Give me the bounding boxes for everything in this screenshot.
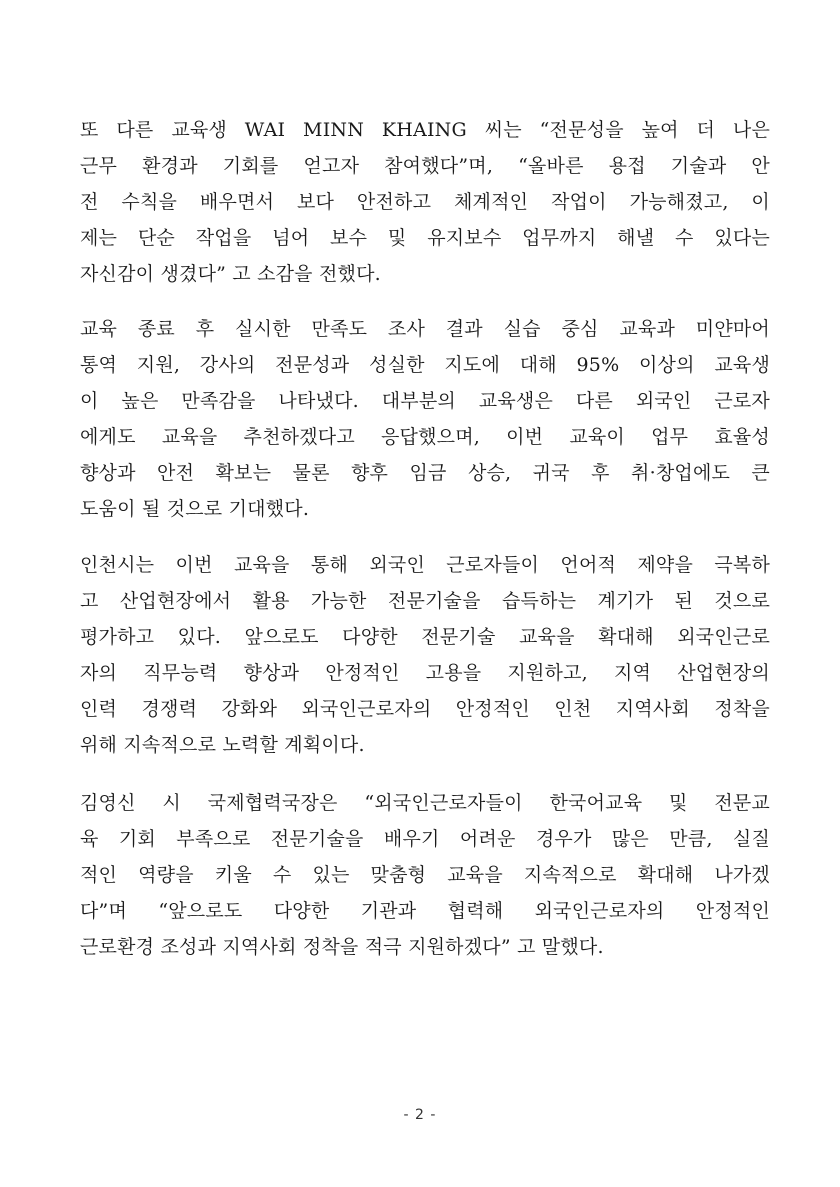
text-line: 근로환경 조성과 지역사회 정착을 적극 지원하겠다” 고 말했다. [80, 936, 604, 958]
text-line: 도움이 될 것으로 기대했다. [80, 498, 310, 520]
paragraph-satisfaction-survey [80, 311, 770, 527]
text-line: 에게도 교육을 추천하겠다고 응답했으며, 이번 교육이 업무 효율성 [80, 426, 770, 448]
text-line: 전 수칙을 배우면서 보다 안전하고 체계적인 작업이 가능해졌고, 이 [80, 191, 770, 213]
page-number: - 2 - [403, 1107, 437, 1123]
text-line: 자신감이 생겼다” 고 소감을 전했다. [80, 263, 381, 285]
text-line: 향상과 안전 확보는 물론 향후 임금 상승, 귀국 후 취·창업에도 큰 [80, 462, 770, 484]
text-line: 적인 역량을 키울 수 있는 맞춤형 교육을 지속적으로 확대해 나가겠 [80, 864, 770, 886]
text-line: 다”며 “앞으로도 다양한 기관과 협력해 외국인근로자의 안정적인 [80, 900, 770, 922]
text-line: 김영신 시 국제협력국장은 “외국인근로자들이 한국어교육 및 전문교 [80, 792, 770, 814]
text-line: 위해 지속적으로 노력할 계획이다. [80, 734, 365, 756]
text-line: 또 다른 교육생 WAI MINN KHAING 씨는 “전문성을 높여 더 나은 [80, 119, 770, 141]
text-line: 근무 환경과 기회를 얻고자 참여했다”며, “올바른 용접 기술과 안 [80, 155, 770, 177]
paragraph-incheon-evaluation [80, 547, 770, 763]
paragraph-director-quote [80, 785, 770, 965]
text-line: 통역 지원, 강사의 전문성과 성실한 지도에 대해 95% 이상의 교육생 [80, 354, 770, 376]
text-line: 평가하고 있다. 앞으로도 다양한 전문기술 교육을 확대해 외국인근로 [80, 626, 770, 648]
text-line: 고 산업현장에서 활용 가능한 전문기술을 습득하는 계기가 된 것으로 [80, 590, 770, 612]
text-line: 이 높은 만족감을 나타냈다. 대부분의 교육생은 다른 외국인 근로자 [80, 390, 770, 412]
text-line: 육 기회 부족으로 전문기술을 배우기 어려운 경우가 많은 만큼, 실질 [80, 828, 770, 850]
text-line: 인력 경쟁력 강화와 외국인근로자의 안정적인 인천 지역사회 정착을 [80, 698, 770, 720]
text-line: 인천시는 이번 교육을 통해 외국인 근로자들이 언어적 제약을 극복하 [80, 554, 770, 576]
text-line: 제는 단순 작업을 넘어 보수 및 유지보수 업무까지 해낼 수 있다는 [80, 227, 770, 249]
text-line: 자의 직무능력 향상과 안정적인 고용을 지원하고, 지역 산업현장의 [80, 662, 770, 684]
paragraph-trainee-testimony [80, 112, 770, 292]
text-line: 교육 종료 후 실시한 만족도 조사 결과 실습 중심 교육과 미얀마어 [80, 318, 770, 340]
